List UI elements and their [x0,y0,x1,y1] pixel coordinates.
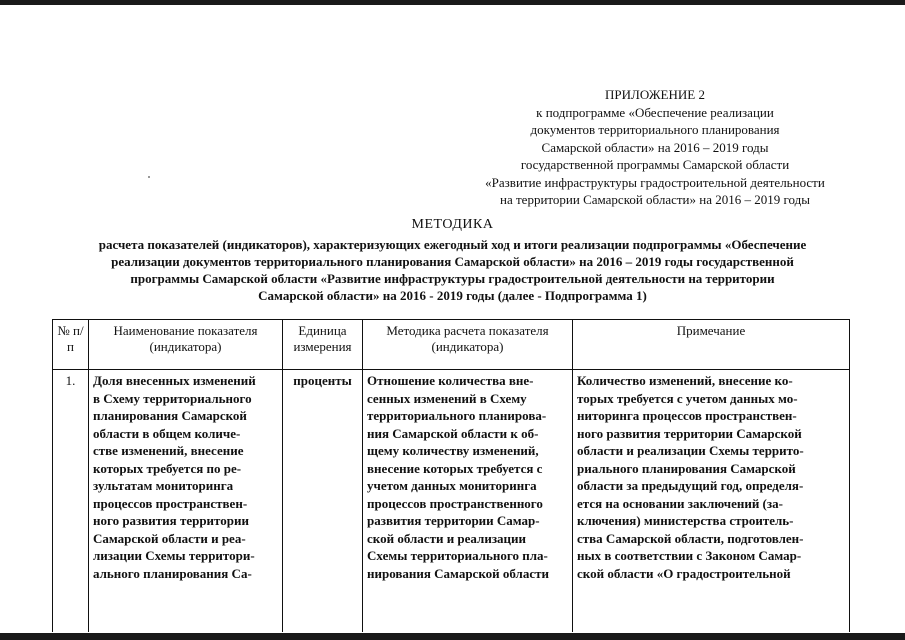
description-line: расчета показателей (индикаторов), характеризующих ежегодный ход и итоги реализации подпрограммы «Обеспечение [98,237,807,252]
note-line: ской области «О градостроительной [577,565,791,581]
header-note: Примечание [573,320,850,370]
header-method: Методика расчета показателя (индикатора) [363,320,573,370]
appendix-line: «Развитие инфраструктуры градостроительной деятельности [485,174,825,190]
table-row [53,370,850,633]
cell-method [363,370,573,633]
name-line: Доля внесенных изменений [93,373,256,388]
note-line: ных в соответствии с Законом Самар- [577,548,802,563]
appendix-line: документов территориального планирования [530,122,780,137]
note-line: риального планирования Самарской [577,460,796,476]
name-line: лизации Схемы территори- [93,548,255,563]
name-line: стве изменений, внесение [93,443,244,458]
method-line: ской области и реализации [367,530,527,546]
methodology-description [30,236,875,304]
method-line: территориального планирова- [367,408,547,423]
appendix-block [440,86,870,209]
note-line: ключения) министерства строитель- [577,513,794,528]
appendix-line: на территории Самарской области» на 2016 – 2019 годы [500,192,810,207]
note-line: торых требуется с учетом данных мо- [577,390,798,406]
scan-speck [148,176,150,178]
method-line: Схемы территориального пла- [367,548,548,563]
method-line: щему количеству изменений, [367,443,539,458]
table-header-row [53,320,850,370]
description-line: программы Самарской области «Развитие инфраструктуры градостроительной деятельности на территории [130,271,775,286]
cell-num: 1. [53,370,89,633]
name-line: области в общем количе- [93,425,241,441]
note-line: ниторинга процессов пространствен- [577,408,797,423]
name-line: которых требуется по ре- [93,460,242,476]
appendix-line: государственной программы Самарской области [520,157,790,172]
scan-bottom-edge [0,633,905,640]
note-line: ется на основании заключений (за- [577,495,783,511]
cell-name [89,370,283,633]
method-line: учетом данных мониторинга [367,478,537,493]
indicators-table [52,319,850,632]
description-line: реализации документов территориального планирования Самарской области» на 2016 – 2019 годы государственной [111,254,794,269]
name-line: Самарской области и реа- [93,530,246,546]
appendix-title: ПРИЛОЖЕНИЕ 2 [605,87,705,102]
method-line: сенных изменений в Схему [367,390,527,406]
note-line: Количество изменений, внесение ко- [577,373,793,388]
note-line: области и реализации Схемы террито- [577,443,804,458]
method-line: ния Самарской области к об- [367,425,539,441]
note-line: области за предыдущий год, определя- [577,478,804,493]
method-line: внесение которых требуется с [367,460,543,476]
name-line: в Схему территориального [93,390,252,406]
name-line: планирования Самарской [93,408,247,423]
note-line: ства Самарской области, подготовлен- [577,530,804,546]
cell-unit: проценты [283,370,363,633]
note-line: ного развития территории Самарской [577,425,802,441]
method-line: Отношение количества вне- [367,373,534,388]
header-num: № п/п [53,320,89,370]
description-line: Самарской области» на 2016 - 2019 годы (далее - Подпрограмма 1) [258,288,647,303]
appendix-line: к подпрограмме «Обеспечение реализации [536,104,774,120]
name-line: процессов пространствен- [93,495,248,511]
name-line: зультатам мониторинга [93,478,234,493]
header-name: Наименование показателя (индикатора) [89,320,283,370]
cell-note [573,370,850,633]
methodology-title: МЕТОДИКА [411,217,494,232]
method-line: развития территории Самар- [367,513,540,528]
scan-top-edge [0,0,905,5]
name-line: ального планирования Са- [93,565,252,581]
appendix-line: Самарской области» на 2016 – 2019 годы [541,139,769,155]
method-line: процессов пространственного [367,495,543,511]
header-unit: Единица измерения [283,320,363,370]
method-line: нирования Самарской области [367,565,549,581]
name-line: ного развития территории [93,513,249,528]
